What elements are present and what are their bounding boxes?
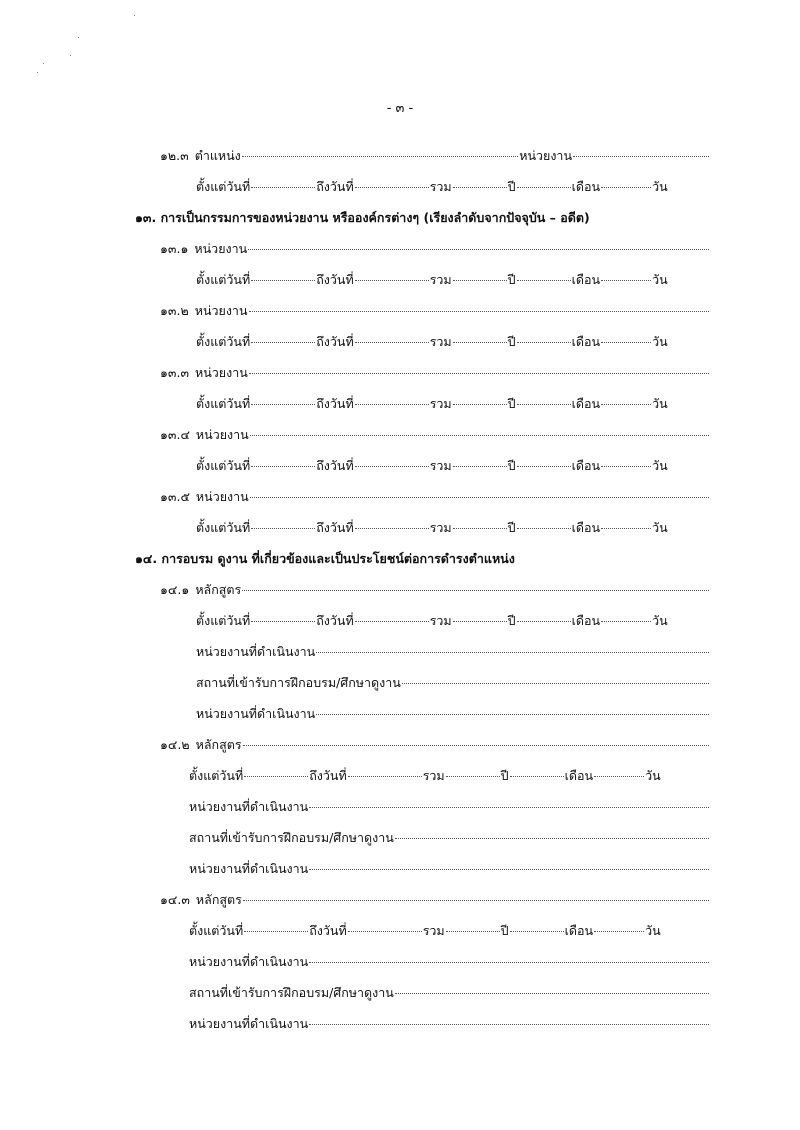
- agency-label: หน่วยงาน: [519, 148, 572, 163]
- until-field[interactable]: [348, 931, 422, 932]
- organizer-label: หน่วยงานที่ดำเนินงาน: [196, 706, 316, 721]
- day-field[interactable]: [601, 280, 651, 281]
- month-field[interactable]: [510, 931, 564, 932]
- organizer-label: หน่วยงานที่ดำเนินงาน: [189, 861, 309, 876]
- position-field[interactable]: [242, 156, 518, 157]
- organizer-label: หน่วยงานที่ดำเนินงาน: [189, 799, 309, 814]
- course-field[interactable]: [243, 745, 709, 746]
- month-label: เดือน: [571, 272, 601, 287]
- position-row-12-3: [160, 146, 710, 166]
- total-label: รวม: [429, 272, 452, 287]
- agency-label: หน่วยงาน: [194, 241, 248, 256]
- month-label: เดือน: [571, 458, 601, 473]
- venue-field[interactable]: [395, 838, 709, 839]
- month-label: เดือน: [571, 613, 601, 628]
- day-field[interactable]: [601, 187, 651, 188]
- venue-label: สถานที่เข้ารับการฝึกอบรม/ศึกษาดูงาน: [196, 675, 401, 690]
- year-label: ปี: [507, 396, 516, 411]
- day-field[interactable]: [601, 621, 651, 622]
- until-label: ถึงวันที่: [309, 768, 347, 783]
- organizer-field[interactable]: [309, 962, 709, 963]
- organizer-field[interactable]: [309, 807, 709, 808]
- year-field[interactable]: [453, 621, 507, 622]
- total-label: รวม: [429, 179, 452, 194]
- year-label: ปี: [507, 179, 516, 194]
- year-label: ปี: [507, 520, 516, 535]
- committee-row-13-1: [160, 239, 710, 259]
- organizer-field[interactable]: [309, 869, 709, 870]
- since-field[interactable]: [251, 621, 315, 622]
- until-field[interactable]: [348, 776, 422, 777]
- month-field[interactable]: [517, 187, 571, 188]
- day-label: วัน: [652, 179, 668, 194]
- since-label: ตั้งแต่วันที่: [196, 613, 251, 628]
- until-label: ถึงวันที่: [316, 272, 354, 287]
- organizer-row: [189, 859, 710, 879]
- year-field[interactable]: [446, 931, 500, 932]
- since-field[interactable]: [251, 466, 315, 467]
- date-row: [196, 332, 710, 352]
- since-label: ตั้งแต่วันที่: [196, 520, 251, 535]
- organizer-field[interactable]: [316, 652, 709, 653]
- year-field[interactable]: [453, 404, 507, 405]
- venue-row: [189, 983, 710, 1003]
- month-label: เดือน: [571, 520, 601, 535]
- venue-label: สถานที่เข้ารับการฝึกอบรม/ศึกษาดูงาน: [189, 830, 394, 845]
- course-label: หลักสูตร: [195, 737, 242, 752]
- year-field[interactable]: [453, 187, 507, 188]
- year-field[interactable]: [453, 528, 507, 529]
- total-label: รวม: [429, 613, 452, 628]
- until-field[interactable]: [355, 187, 429, 188]
- year-field[interactable]: [446, 776, 500, 777]
- item-number: ๑๔.๓: [160, 892, 190, 907]
- month-label: เดือน: [571, 396, 601, 411]
- organizer-field[interactable]: [316, 714, 709, 715]
- month-label: เดือน: [571, 334, 601, 349]
- organizer-field[interactable]: [309, 1024, 709, 1025]
- until-field[interactable]: [355, 404, 429, 405]
- since-field[interactable]: [251, 280, 315, 281]
- month-label: เดือน: [564, 768, 594, 783]
- month-field[interactable]: [517, 342, 571, 343]
- course-row-14-1: [160, 580, 710, 600]
- date-row: [196, 518, 710, 538]
- day-label: วัน: [652, 334, 668, 349]
- month-label: เดือน: [564, 923, 594, 938]
- until-field[interactable]: [355, 280, 429, 281]
- agency-label: หน่วยงาน: [195, 365, 248, 380]
- day-field[interactable]: [601, 342, 651, 343]
- since-field[interactable]: [251, 187, 315, 188]
- until-label: ถึงวันที่: [316, 179, 354, 194]
- since-label: ตั้งแต่วันที่: [189, 923, 244, 938]
- organizer-label: หน่วยงานที่ดำเนินงาน: [189, 954, 309, 969]
- organizer-label: หน่วยงานที่ดำเนินงาน: [189, 1016, 309, 1031]
- year-label: ปี: [500, 768, 509, 783]
- section-14-heading: ๑๔. การอบรม ดูงาน ที่เกี่ยวข้องและเป็นประโยชน์ต่อการดำรงตำแหน่ง: [135, 551, 515, 566]
- since-label: ตั้งแต่วันที่: [196, 272, 251, 287]
- year-label: ปี: [500, 923, 509, 938]
- since-label: ตั้งแต่วันที่: [196, 396, 251, 411]
- page-number: - ๓ -: [386, 101, 414, 116]
- agency-label: หน่วยงาน: [195, 427, 249, 442]
- since-field[interactable]: [251, 404, 315, 405]
- year-label: ปี: [507, 613, 516, 628]
- day-label: วัน: [652, 396, 668, 411]
- month-field[interactable]: [517, 621, 571, 622]
- since-label: ตั้งแต่วันที่: [189, 768, 244, 783]
- venue-field[interactable]: [395, 993, 709, 994]
- year-label: ปี: [507, 334, 516, 349]
- date-row: [196, 270, 710, 290]
- date-row: [196, 611, 710, 631]
- date-row: [196, 456, 710, 476]
- item-number: ๑๓.๕: [160, 489, 190, 504]
- organizer-row: [196, 642, 710, 662]
- until-field[interactable]: [355, 466, 429, 467]
- item-number: ๑๔.๑: [160, 582, 190, 597]
- year-field[interactable]: [453, 342, 507, 343]
- item-number: ๑๔.๒: [160, 737, 190, 752]
- organizer-row: [189, 797, 710, 817]
- agency-field[interactable]: [248, 249, 709, 250]
- course-label: หลักสูตร: [195, 892, 242, 907]
- until-label: ถึงวันที่: [309, 923, 347, 938]
- agency-label: หน่วยงาน: [195, 489, 249, 504]
- day-field[interactable]: [594, 931, 644, 932]
- since-field[interactable]: [244, 931, 308, 932]
- committee-row-13-4: [160, 425, 710, 445]
- day-field[interactable]: [601, 528, 651, 529]
- day-field[interactable]: [601, 466, 651, 467]
- month-field[interactable]: [510, 776, 564, 777]
- item-number: ๑๒.๓: [160, 148, 189, 163]
- organizer-row: [189, 1014, 710, 1034]
- agency-label: หน่วยงาน: [194, 303, 248, 318]
- agency-field[interactable]: [250, 497, 709, 498]
- year-field[interactable]: [453, 280, 507, 281]
- agency-field[interactable]: [250, 435, 709, 436]
- day-field[interactable]: [601, 404, 651, 405]
- date-row: [189, 921, 710, 941]
- agency-field[interactable]: [249, 373, 709, 374]
- until-label: ถึงวันที่: [316, 458, 354, 473]
- organizer-row: [196, 704, 710, 724]
- agency-field[interactable]: [573, 156, 709, 157]
- month-label: เดือน: [571, 179, 601, 194]
- position-label: ตำแหน่ง: [194, 148, 241, 163]
- day-label: วัน: [652, 613, 668, 628]
- committee-row-13-2: [160, 301, 710, 321]
- since-label: ตั้งแต่วันที่: [196, 458, 251, 473]
- total-label: รวม: [429, 396, 452, 411]
- month-field[interactable]: [517, 528, 571, 529]
- day-label: วัน: [645, 768, 661, 783]
- day-label: วัน: [645, 923, 661, 938]
- total-label: รวม: [429, 520, 452, 535]
- year-label: ปี: [507, 272, 516, 287]
- item-number: ๑๓.๓: [160, 365, 189, 380]
- course-row-14-3: [160, 890, 710, 910]
- month-field[interactable]: [517, 280, 571, 281]
- committee-row-13-5: [160, 487, 710, 507]
- venue-field[interactable]: [402, 683, 709, 684]
- item-number: ๑๓.๑: [160, 241, 189, 256]
- day-label: วัน: [652, 458, 668, 473]
- until-label: ถึงวันที่: [316, 613, 354, 628]
- until-label: ถึงวันที่: [316, 334, 354, 349]
- until-label: ถึงวันที่: [316, 396, 354, 411]
- date-row: [196, 177, 710, 197]
- total-label: รวม: [429, 334, 452, 349]
- organizer-label: หน่วยงานที่ดำเนินงาน: [196, 644, 316, 659]
- course-field[interactable]: [243, 900, 709, 901]
- since-label: ตั้งแต่วันที่: [196, 179, 251, 194]
- course-label: หลักสูตร: [195, 582, 242, 597]
- date-row: [196, 394, 710, 414]
- since-field[interactable]: [251, 342, 315, 343]
- until-field[interactable]: [355, 528, 429, 529]
- year-field[interactable]: [453, 466, 507, 467]
- course-field[interactable]: [242, 590, 709, 591]
- organizer-row: [189, 952, 710, 972]
- month-field[interactable]: [517, 466, 571, 467]
- day-field[interactable]: [594, 776, 644, 777]
- committee-row-13-3: [160, 363, 710, 383]
- year-label: ปี: [507, 458, 516, 473]
- since-label: ตั้งแต่วันที่: [196, 334, 251, 349]
- venue-row: [196, 673, 710, 693]
- day-label: วัน: [652, 520, 668, 535]
- until-field[interactable]: [355, 621, 429, 622]
- total-label: รวม: [429, 458, 452, 473]
- date-row: [189, 766, 710, 786]
- total-label: รวม: [422, 768, 445, 783]
- total-label: รวม: [422, 923, 445, 938]
- day-label: วัน: [652, 272, 668, 287]
- course-row-14-2: [160, 735, 710, 755]
- since-field[interactable]: [251, 528, 315, 529]
- item-number: ๑๓.๔: [160, 427, 190, 442]
- month-field[interactable]: [517, 404, 571, 405]
- section-13-heading: ๑๓. การเป็นกรรมการของหน่วยงาน หรือองค์กรต่างๆ (เรียงลำดับจากปัจจุบัน – อดีต): [135, 210, 590, 225]
- until-label: ถึงวันที่: [316, 520, 354, 535]
- item-number: ๑๓.๒: [160, 303, 189, 318]
- venue-row: [189, 828, 710, 848]
- until-field[interactable]: [355, 342, 429, 343]
- since-field[interactable]: [244, 776, 308, 777]
- agency-field[interactable]: [249, 311, 710, 312]
- venue-label: สถานที่เข้ารับการฝึกอบรม/ศึกษาดูงาน: [189, 985, 394, 1000]
